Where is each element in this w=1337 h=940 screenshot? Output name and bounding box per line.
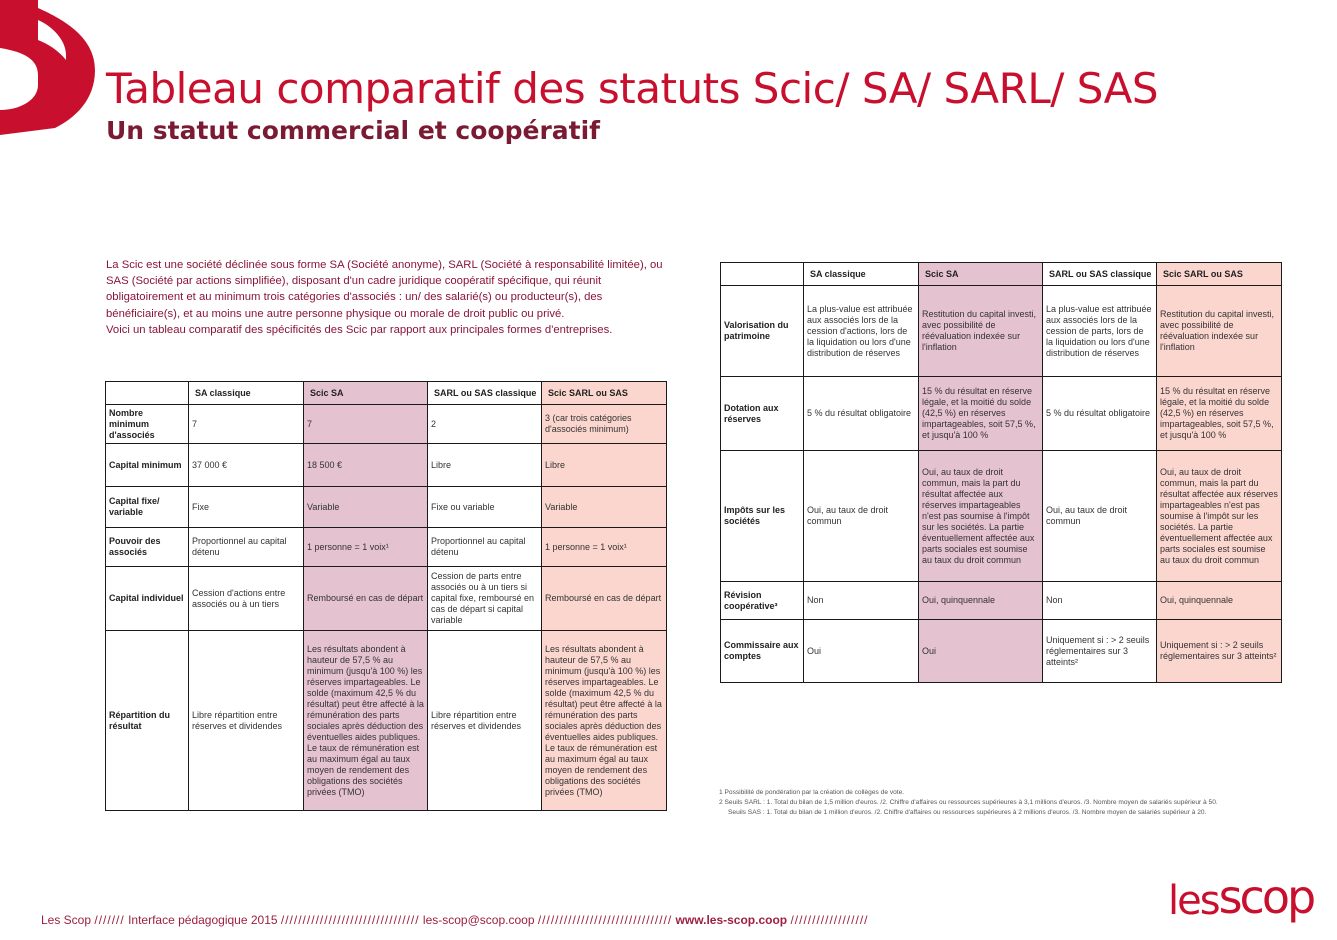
intro-paragraph: La Scic est une société déclinée sous forme SA (Société anonyme), SARL (Société à responsabilité limitée), ou SAS (Société par actions simplifiée), disposant d'un cadre juridique coopératif spécifique, qui réunit obligatoirement et au minimum trois catégories d'associés : un/ des salarié(s) ou producteur(s), des bénéficiaire(s), et au moins une autre personne physique ou morale de droit public ou privé. [106, 259, 663, 320]
footnote: 1 Possibilité de pondération par la création de collèges de vote. [719, 789, 905, 796]
logo-les-text: les [1168, 878, 1219, 924]
table-header-row [106, 382, 667, 405]
page-subtitle: Un statut commercial et coopératif [106, 116, 601, 145]
table-cell: 3 (car trois catégories d'associés minimum) [542, 405, 667, 444]
table-header-cell [106, 382, 189, 405]
table-cell: 37 000 € [189, 444, 304, 487]
row-label: Valorisation du patrimoine [721, 286, 804, 377]
row-label: Dotation aux réserves [721, 377, 804, 451]
row-label: Pouvoir des associés [106, 528, 189, 567]
row-label: Capital minimum [106, 444, 189, 487]
footer-separator: /////// [94, 913, 125, 927]
table-cell: Remboursé en cas de départ [542, 567, 667, 631]
table-cell: Fixe ou variable [428, 487, 542, 528]
table-cell: 18 500 € [304, 444, 428, 487]
table-cell: Cession d'actions entre associés ou à un tiers [189, 567, 304, 631]
table-cell: Oui, au taux de droit commun [804, 451, 919, 582]
table-cell: Oui [804, 620, 919, 683]
table-cell: Non [1043, 582, 1157, 620]
table-row [721, 286, 1282, 377]
table-cell: Libre répartition entre réserves et dividendes [189, 631, 304, 811]
table-cell: Uniquement si : > 2 seuils réglementaires sur 3 atteints² [1157, 620, 1282, 683]
table-row [721, 620, 1282, 683]
table-cell: Les résultats abondent à hauteur de 57,5 % au minimum (jusqu'à 100 %) les réserves impartageables. Le solde (maximum 42,5 % du résultat) peut être affecté à la rémunération des parts sociales après déduction des éventuelles aides publiques. Le taux de rémunération est au maximum égal au taux moyen de rendement des obligations des sociétés privées (TMO) [304, 631, 428, 811]
table-cell: Oui, quinquennale [919, 582, 1043, 620]
row-label: Impôts sur les sociétés [721, 451, 804, 582]
table-row [721, 451, 1282, 582]
logo-scop-text: scop [1218, 870, 1314, 924]
table-cell: Proportionnel au capital détenu [189, 528, 304, 567]
table-cell: Uniquement si : > 2 seuils réglementaires sur 3 atteints² [1043, 620, 1157, 683]
page-title: Tableau comparatif des statuts Scic/ SA/ SARL/ SAS [106, 64, 1159, 113]
table-header-row [721, 263, 1282, 286]
table-cell: Cession de parts entre associés ou à un tiers si capital fixe, remboursé en cas de départ si capital variable [428, 567, 542, 631]
row-label: Nombre minimum d'associés [106, 405, 189, 444]
table-cell: Restitution du capital investi, avec possibilité de réévaluation indexée sur l'inflation [919, 286, 1043, 377]
table-cell: 15 % du résultat en réserve légale, et la moitié du solde (42,5 %) en réserves impartageables, soit 57,5 %, et jusqu'à 100 % [1157, 377, 1282, 451]
table-row [106, 487, 667, 528]
intro-text [106, 257, 671, 338]
table-header-cell: Scic SA [919, 263, 1043, 286]
table-cell: Variable [542, 487, 667, 528]
table-header-cell: SARL ou SAS classique [1043, 263, 1157, 286]
footer-website-link[interactable]: www.les-scop.coop [675, 913, 788, 927]
table-row [721, 377, 1282, 451]
table-cell: 7 [189, 405, 304, 444]
footer-separator: ////////////////// [790, 913, 869, 927]
footnotes [719, 788, 1319, 818]
table-cell: 1 personne = 1 voix¹ [304, 528, 428, 567]
table-header-cell: Scic SARL ou SAS [1157, 263, 1282, 286]
table-row [721, 582, 1282, 620]
footer-separator: /////////////////////////////// [537, 913, 673, 927]
table-cell: Oui, quinquennale [1157, 582, 1282, 620]
les-scop-logo [1168, 870, 1313, 930]
table-cell: 7 [304, 405, 428, 444]
table-cell: Oui, au taux de droit commun [1043, 451, 1157, 582]
footer [41, 913, 868, 927]
row-label: Capital individuel [106, 567, 189, 631]
comparison-table-left [105, 381, 667, 811]
brand-s-shape [0, 0, 100, 135]
table-cell: 1 personne = 1 voix¹ [542, 528, 667, 567]
table-cell: Libre [428, 444, 542, 487]
table-cell: Oui, au taux de droit commun, mais la part du résultat affectée aux réserves impartageables n'est pas soumise à l'impôt sur les sociétés. La partie éventuellement affectée aux parts sociales est soumise au taux du droit commun [919, 451, 1043, 582]
table-header-cell: Scic SARL ou SAS [542, 382, 667, 405]
comparison-table-right [720, 262, 1282, 683]
row-label: Répartition du résultat [106, 631, 189, 811]
table-header-cell: SA classique [189, 382, 304, 405]
table-header-cell: Scic SA [304, 382, 428, 405]
footer-separator: //////////////////////////////// [280, 913, 420, 927]
table-cell: 2 [428, 405, 542, 444]
table-row [106, 567, 667, 631]
row-label: Commissaire aux comptes [721, 620, 804, 683]
table-cell: Les résultats abondent à hauteur de 57,5 % au minimum (jusqu'à 100 %) les réserves impartageables. Le solde (maximum 42,5 % du résultat) peut être affecté à la rémunération des parts sociales après déduction des éventuelles aides publiques. Le taux de rémunération est au maximum égal au taux moyen de rendement des obligations des sociétés privées (TMO) [542, 631, 667, 811]
footer-org: Les Scop [41, 913, 92, 927]
table-cell: Restitution du capital investi, avec possibilité de réévaluation indexée sur l'inflation [1157, 286, 1282, 377]
table-cell: 5 % du résultat obligatoire [804, 377, 919, 451]
table-cell: Proportionnel au capital détenu [428, 528, 542, 567]
table-cell: Fixe [189, 487, 304, 528]
table-header-cell [721, 263, 804, 286]
table-row [106, 528, 667, 567]
footnote: Seuils SAS : 1. Total du bilan de 1 million d'euros. /2. Chiffre d'affaires ou ressources supérieures à 2 millions d'euros. /3. Nombre moyen de salariés supérieur à 20. [728, 809, 1207, 816]
intro-paragraph: Voici un tableau comparatif des spécificités des Scic par rapport aux principales formes d'entreprises. [106, 323, 613, 336]
table-cell: 15 % du résultat en réserve légale, et la moitié du solde (42,5 %) en réserves impartageables, soit 57,5 %, et jusqu'à 100 % [919, 377, 1043, 451]
table-header-cell: SA classique [804, 263, 919, 286]
table-row [106, 631, 667, 811]
table-cell: Variable [304, 487, 428, 528]
footer-course: Interface pédagogique 2015 [128, 913, 278, 927]
table-cell: La plus-value est attribuée aux associés lors de la cession de parts, lors de la liquidation ou lors d'une distribution de réserves [1043, 286, 1157, 377]
table-cell: La plus-value est attribuée aux associés lors de la cession d'actions, lors de la liquidation ou lors d'une distribution de réserves [804, 286, 919, 377]
table-row [106, 405, 667, 444]
table-cell: Libre répartition entre réserves et dividendes [428, 631, 542, 811]
table-cell: 5 % du résultat obligatoire [1043, 377, 1157, 451]
table-cell: Oui [919, 620, 1043, 683]
table-row [106, 444, 667, 487]
row-label: Capital fixe/ variable [106, 487, 189, 528]
table-cell: Oui, au taux de droit commun, mais la part du résultat affectée aux réserves impartageables n'est pas soumise à l'impôt sur les sociétés. La partie éventuellement affectée aux parts sociales est soumise au taux du droit commun [1157, 451, 1282, 582]
table-cell: Remboursé en cas de départ [304, 567, 428, 631]
footer-email-link[interactable]: les-scop@scop.coop [422, 913, 535, 927]
row-label: Révision coopérative³ [721, 582, 804, 620]
table-cell: Non [804, 582, 919, 620]
table-header-cell: SARL ou SAS classique [428, 382, 542, 405]
footnote: 2 Seuils SARL : 1. Total du bilan de 1,5 million d'euros. /2. Chiffre d'affaires ou ressources supérieures à 3,1 millions d'euros. /3. Nombre moyen de salariés supérieur à 50. [719, 799, 1218, 806]
table-cell: Libre [542, 444, 667, 487]
